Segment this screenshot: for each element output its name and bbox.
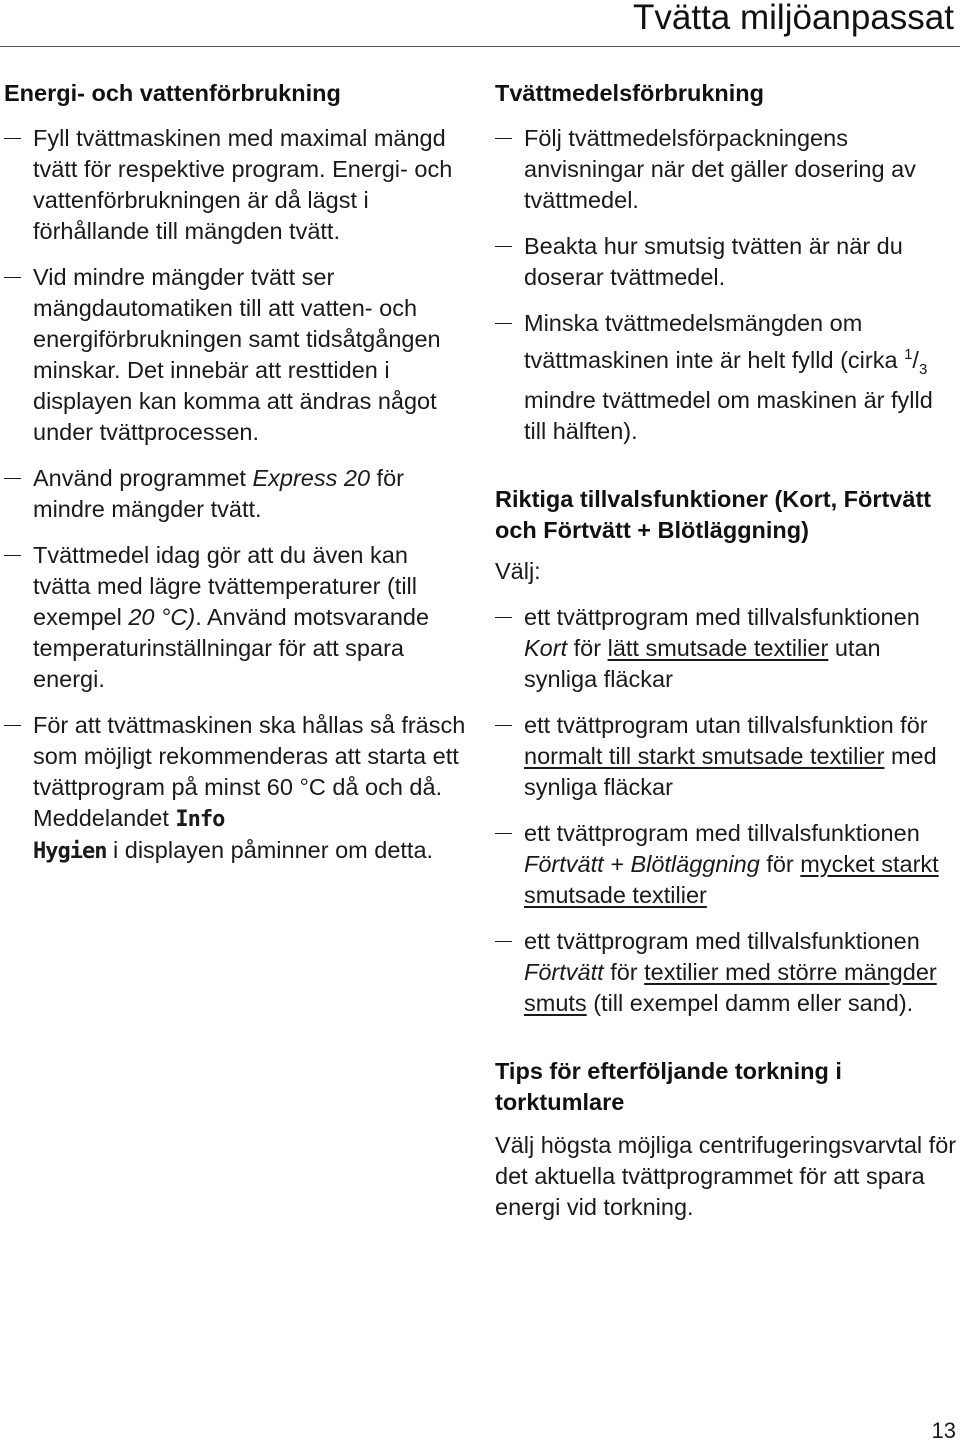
section-heading-energy-water: Energi- och vattenförbrukning xyxy=(4,80,341,106)
detergent-list xyxy=(495,123,957,447)
fraction-slash: / xyxy=(912,347,919,373)
item-text: . Använd motsvarande temperaturinställningar för att spara energi. xyxy=(33,604,430,692)
list-item xyxy=(4,710,466,867)
item-text: i displayen påminner om detta. xyxy=(106,837,434,863)
item-text: För att tvättmaskinen ska hållas så fräsch som möjligt rekommenderas att starta ett tvättprogram på minst 60 °C då och då. Meddelandet xyxy=(33,712,466,831)
options-list xyxy=(495,602,957,1019)
item-text: mindre tvättmedel om maskinen är fylld till hälften). xyxy=(524,387,933,444)
temperature-value: 20 °C) xyxy=(128,604,196,630)
list-item xyxy=(495,308,957,447)
list-item xyxy=(495,818,957,911)
section-spacer xyxy=(495,462,957,484)
item-text: Fyll tvättmaskinen med maximal mängd tvätt för respektive program. Energi- och vattenförbrukningen är då lägst i förhållande till mängden tvätt. xyxy=(33,125,453,244)
emphasis-underline: mycket starkt smutsade textilier xyxy=(524,851,939,908)
list-item xyxy=(495,926,957,1019)
emphasis-underline: textilier med större mängder smuts xyxy=(524,959,937,1016)
drying-tip-text: Välj högsta möjliga centrifugeringsvarvtal för det aktuella tvättprogrammet för att spara energi vid torkning. xyxy=(495,1132,957,1220)
item-text: för xyxy=(567,635,608,661)
item-text: ett tvättprogram med tillvalsfunktionen xyxy=(524,820,920,846)
page-title: Tvätta miljöanpassat xyxy=(633,0,954,37)
energy-water-list xyxy=(4,123,466,867)
item-text: Använd programmet xyxy=(33,465,253,491)
fraction-denominator: 3 xyxy=(918,361,928,378)
fraction-numerator: 1 xyxy=(904,346,913,363)
page-number: 13 xyxy=(931,1418,956,1443)
list-item xyxy=(495,231,957,293)
right-column xyxy=(495,78,957,1223)
display-message-info: Info xyxy=(175,807,225,832)
list-item xyxy=(4,463,466,525)
item-text: ett tvättprogram utan tillvalsfunktion för xyxy=(524,712,928,738)
header-divider xyxy=(0,46,960,47)
list-item xyxy=(4,123,466,247)
list-item xyxy=(495,710,957,803)
item-text: utan synliga fläckar xyxy=(524,635,881,692)
item-text: med synliga fläckar xyxy=(524,743,937,800)
emphasis-underline: lätt smutsade textilier xyxy=(607,635,829,661)
item-text: för xyxy=(603,959,645,985)
option-name: Kort xyxy=(524,635,568,661)
option-name: Förtvätt xyxy=(524,959,604,985)
item-text: Tvättmedel idag gör att du även kan tvätta med lägre tvättemperaturer (till exempel xyxy=(33,542,417,630)
item-text: (till exempel damm eller sand). xyxy=(586,990,914,1016)
emphasis-underline: normalt till starkt smutsade textilier xyxy=(524,743,885,769)
item-text: ett tvättprogram med tillvalsfunktionen xyxy=(524,928,920,954)
item-text: Följ tvättmedelsförpackningens anvisningar när det gäller dosering av tvättmedel. xyxy=(524,125,916,213)
item-text: för xyxy=(759,851,801,877)
left-column xyxy=(4,78,466,882)
item-text: för mindre mängder tvätt. xyxy=(33,465,404,522)
list-item xyxy=(495,602,957,695)
item-text: Minska tvättmedelsmängden om tvättmaskinen inte är helt fylld (cirka xyxy=(524,310,905,373)
list-item xyxy=(495,123,957,216)
option-name: Förtvätt + Blötläggning xyxy=(524,851,760,877)
item-text: Vid mindre mängder tvätt ser mängdautomatiken till att vatten- och energiförbrukningen samt tidsåtgången minskar. Det innebär att resttiden i displayen kan komma att ändras något under tvättprocessen. xyxy=(33,264,441,445)
section-heading-detergent: Tvättmedelsförbrukning xyxy=(495,80,764,106)
section-heading-drying: Tips för efterföljande torkning i torktumlare xyxy=(495,1058,842,1115)
item-text: ett tvättprogram med tillvalsfunktionen xyxy=(524,604,920,630)
section-heading-options: Riktiga tillvalsfunktioner (Kort, Förtvätt och Förtvätt + Blötläggning) xyxy=(495,486,932,543)
section-spacer xyxy=(495,1034,957,1056)
list-item xyxy=(4,262,466,448)
options-intro: Välj: xyxy=(495,558,541,584)
item-text: Beakta hur smutsig tvätten är när du doserar tvättmedel. xyxy=(524,233,903,290)
list-item xyxy=(4,540,466,695)
program-name: Express 20 xyxy=(252,465,371,491)
display-message-hygien: Hygien xyxy=(33,839,107,864)
